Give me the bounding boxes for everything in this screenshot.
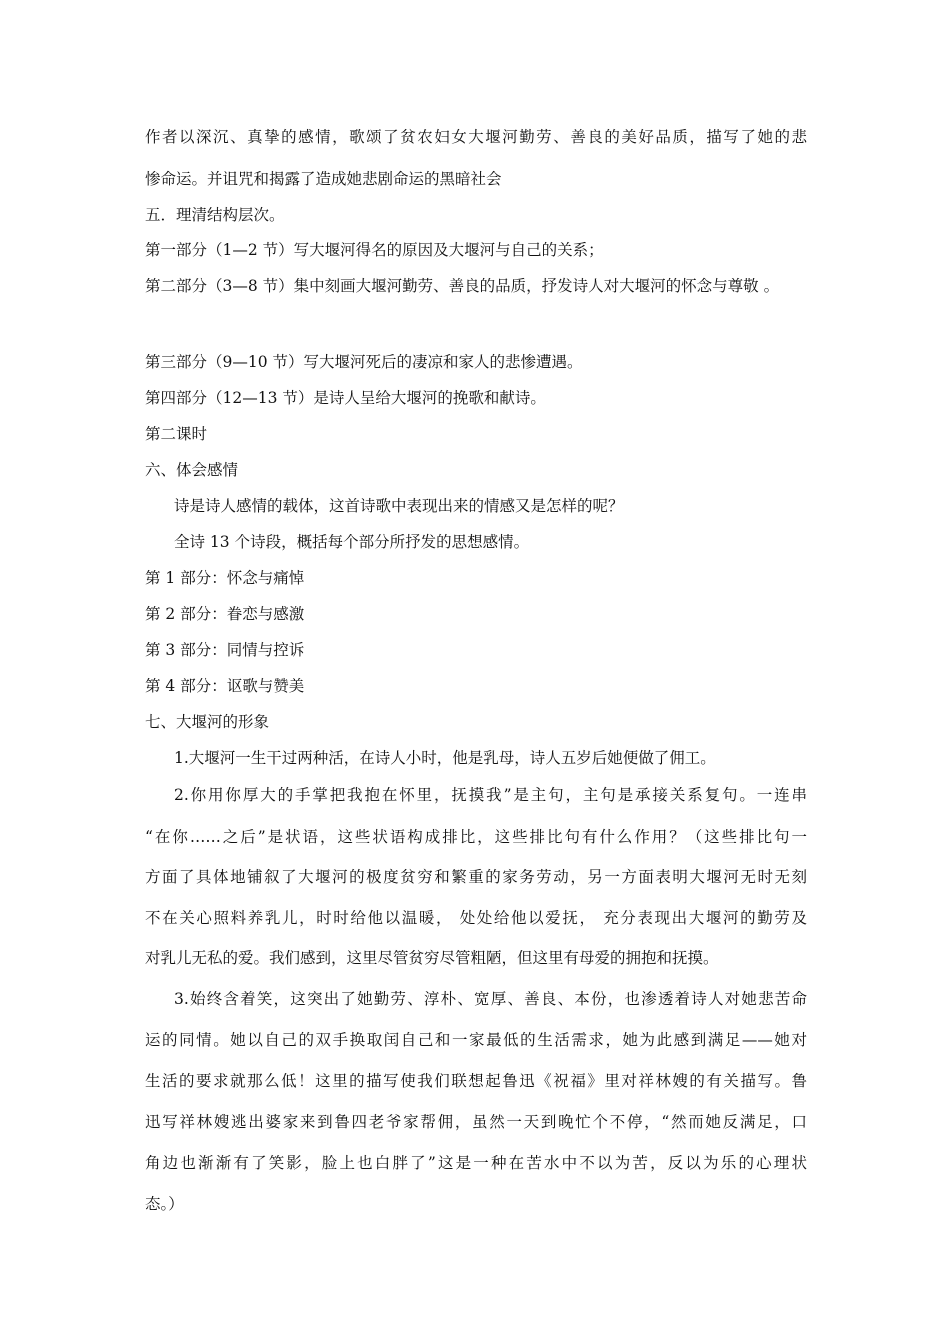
emotion-part-1: 第 1 部分：怀念与痛悼 [145, 569, 305, 587]
image-item-3-line-2: 运的同情。她以自己的双手换取闰自己和一家最低的生活需求，她为此感到满足——她对 [145, 1031, 807, 1049]
section6-question-2: 全诗 13 个诗段，概括每个部分所抒发的思想感情。 [174, 533, 530, 551]
image-item-1: 1.大堰河一生干过两种活，在诗人小时，他是乳母，诗人五岁后她便做了佣工。 [174, 749, 716, 767]
image-item-3-line-3: 生活的要求就那么低！这里的描写使我们联想起鲁迅《祝福》里对祥林嫂的有关描写。鲁 [145, 1072, 807, 1090]
section7-heading: 七、大堰河的形象 [145, 713, 270, 731]
image-item-2-line-2: “在你……之后”是状语，这些状语构成排比，这些排比句有什么作用？（这些排比句一 [145, 828, 807, 846]
image-item-2-line-5: 对乳儿无私的爱。我们感到，这里尽管贫穷尽管粗陋，但这里有母爱的拥抱和抚摸。 [145, 949, 719, 967]
section6-heading: 六、体会感情 [145, 461, 239, 479]
emotion-part-3: 第 3 部分：同情与控诉 [145, 641, 305, 659]
image-item-3-line-6: 态。） [145, 1195, 184, 1213]
structure-part-4: 第四部分（12—13 节）是诗人呈给大堰河的挽歌和献诗。 [145, 389, 546, 407]
image-item-2-line-3: 方面了具体地铺叙了大堰河的极度贫穷和繁重的家务劳动，另一方面表明大堰河无时无刻 [145, 868, 807, 886]
structure-part-3: 第三部分（9—10 节）写大堰河死后的凄凉和家人的悲惨遭遇。 [145, 353, 583, 371]
image-item-2-line-4: 不在关心照料养乳儿，时时给他以温暖， 处处给他以爱抚， 充分表现出大堰河的勤劳及 [145, 909, 807, 927]
emotion-part-2: 第 2 部分：眷恋与感激 [145, 605, 305, 623]
section6-question-1: 诗是诗人感情的载体，这首诗歌中表现出来的情感又是怎样的呢？ [174, 497, 624, 515]
image-item-2-line-1: 2.你用你厚大的手掌把我抱在怀里，抚摸我”是主句，主句是承接关系复句。一连串 [174, 786, 807, 804]
intro-line-1: 作者以深沉、真挚的感情，歌颂了贫农妇女大堰河勤劳、善良的美好品质，描写了她的悲 [145, 128, 807, 146]
image-item-3-line-4: 迅写祥林嫂逃出婆家来到鲁四老爷家帮佣，虽然一天到晚忙个不停，“然而她反满足，口 [145, 1113, 807, 1131]
intro-line-2: 惨命运。并诅咒和揭露了造成她悲剧命运的黑暗社会 [145, 170, 502, 188]
lesson-2-heading: 第二课时 [145, 425, 208, 443]
image-item-3-line-5: 角边也渐渐有了笑影，脸上也白胖了”这是一种在苦水中不以为苦，反以为乐的心理状 [145, 1154, 807, 1172]
structure-part-2: 第二部分（3—8 节）集中刻画大堰河勤劳、善良的品质，抒发诗人对大堰河的怀念与尊敬 。 [145, 277, 780, 295]
emotion-part-4: 第 4 部分：讴歌与赞美 [145, 677, 305, 695]
section5-heading: 五．理清结构层次。 [145, 206, 285, 224]
image-item-3-line-1: 3.始终含着笑，这突出了她勤劳、淳朴、宽厚、善良、本份，也渗透着诗人对她悲苦命 [174, 990, 807, 1008]
structure-part-1: 第一部分（1—2 节）写大堰河得名的原因及大堰河与自己的关系； [145, 241, 604, 259]
